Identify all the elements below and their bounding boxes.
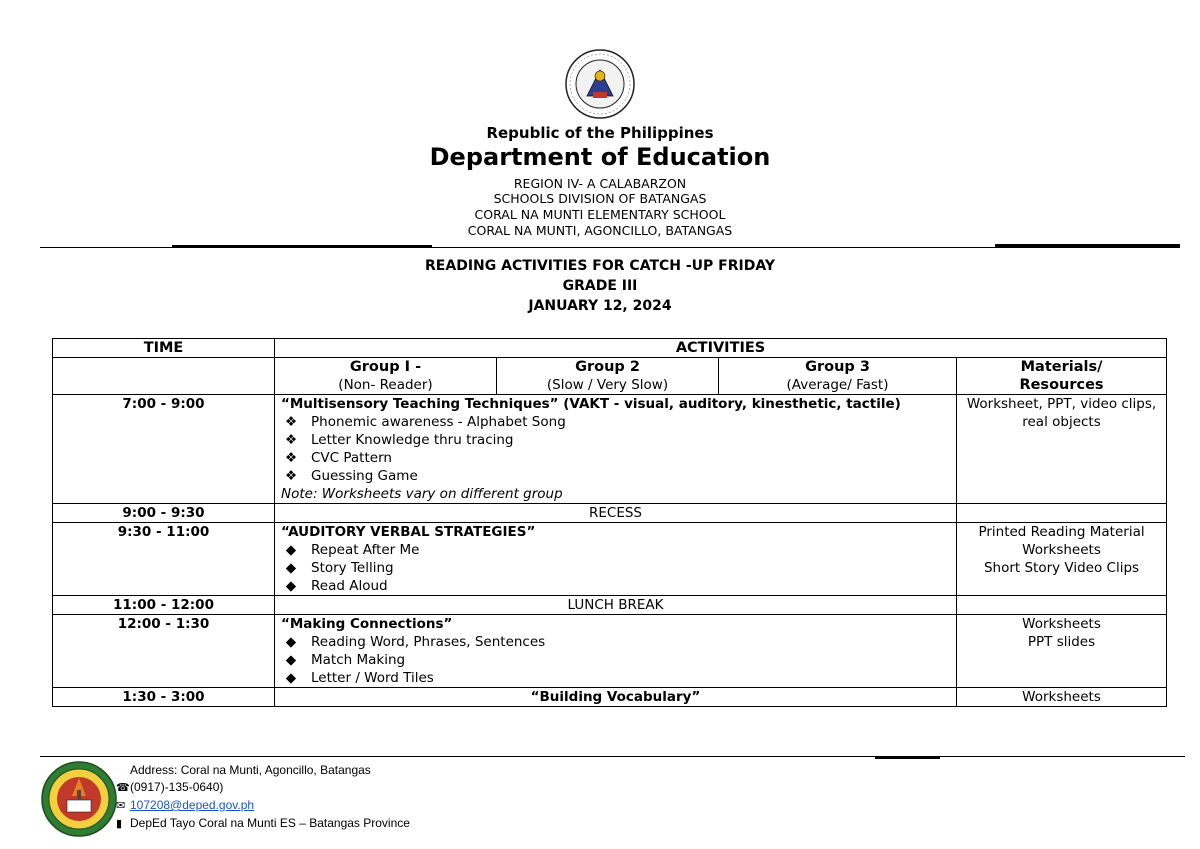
- mail-icon: ✉: [116, 800, 126, 812]
- time-column-header: TIME: [53, 339, 275, 358]
- table-row: [53, 504, 1167, 523]
- diamond-bullet-icon: ❖: [284, 468, 298, 484]
- materials-cell: [957, 504, 1167, 523]
- group1-subtitle: (Non- Reader): [338, 377, 433, 393]
- list-item: ◆ Story Telling: [281, 559, 950, 577]
- footer-divider-accent: [875, 757, 940, 759]
- diamond-bullet-icon: ◆: [285, 542, 297, 558]
- table-header-row: [53, 339, 1167, 358]
- diamond-bullet-icon: ◆: [285, 652, 297, 668]
- activities-column-header: ACTIVITIES: [275, 339, 1167, 358]
- footer-phone: ☎(0917)-135-0640): [116, 779, 410, 797]
- materials-cell: [957, 596, 1167, 615]
- document-date: JANUARY 12, 2024: [528, 298, 672, 314]
- school-address: CORAL NA MUNTI, AGONCILLO, BATANGAS: [467, 223, 733, 238]
- materials-cell: Worksheets: [957, 688, 1167, 707]
- document-title: READING ACTIVITIES FOR CATCH -UP FRIDAY: [425, 258, 775, 274]
- list-item: ◆ Read Aloud: [281, 577, 950, 595]
- list-item: ◆ Reading Word, Phrases, Sentences: [281, 633, 950, 651]
- school-name: CORAL NA MUNTI ELEMENTARY SCHOOL: [474, 207, 726, 222]
- activity-heading: “Multisensory Teaching Techniques” (VAKT - visual, auditory, kinesthetic, tactile): [281, 396, 901, 412]
- activity-note: Note: Worksheets vary on different group: [281, 486, 563, 502]
- footer-email: [116, 797, 410, 815]
- group3-header: [719, 358, 957, 395]
- diamond-bullet-icon: ❖: [284, 414, 298, 430]
- time-cell: 12:00 - 1:30: [53, 615, 275, 688]
- group2-subtitle: (Slow / Very Slow): [546, 377, 669, 393]
- empty-cell: [53, 358, 275, 395]
- group2-header: [497, 358, 719, 395]
- phone-icon: ☎: [116, 782, 130, 794]
- materials-cell: Printed Reading Material Worksheets Short Story Video Clips: [957, 523, 1167, 596]
- division-line: SCHOOLS DIVISION OF BATANGAS: [493, 191, 707, 206]
- republic-line: Republic of the Philippines: [486, 124, 714, 142]
- school-logo-icon: [40, 760, 118, 838]
- list-item: ◆ Match Making: [281, 651, 950, 669]
- group1-title: Group I -: [349, 359, 422, 375]
- materials-cell: Worksheets PPT slides: [957, 615, 1167, 688]
- materials-subtitle: Resources: [1019, 377, 1104, 393]
- header-divider-accent-left: [172, 245, 432, 248]
- activity-cell: [275, 395, 957, 504]
- materials-header: [957, 358, 1167, 395]
- footer-contact: [116, 762, 410, 833]
- list-item: ❖ Letter Knowledge thru tracing: [284, 432, 514, 448]
- list-item: ◆ Repeat After Me: [281, 541, 950, 559]
- table-row: [53, 523, 1167, 596]
- time-cell: 9:30 - 11:00: [53, 523, 275, 596]
- activity-heading: “AUDITORY VERBAL STRATEGIES”: [281, 524, 536, 540]
- break-label: LUNCH BREAK: [275, 596, 957, 615]
- activity-cell: [275, 615, 957, 688]
- activity-list: [281, 541, 950, 595]
- materials-cell: Worksheet, PPT, video clips, real objects: [957, 395, 1167, 504]
- time-cell: 1:30 - 3:00: [53, 688, 275, 707]
- header-divider-accent-right: [995, 244, 1180, 247]
- grade-level: GRADE III: [562, 278, 638, 294]
- diamond-bullet-icon: ❖: [284, 432, 298, 448]
- activity-list: [281, 413, 950, 485]
- materials-title: Materials/: [1020, 359, 1103, 375]
- activity-heading: “Making Connections”: [281, 616, 453, 632]
- time-cell: 11:00 - 12:00: [53, 596, 275, 615]
- diamond-bullet-icon: ◆: [285, 560, 297, 576]
- table-row: [53, 615, 1167, 688]
- deped-seal-icon: [557, 48, 643, 120]
- schedule-table: [52, 338, 1167, 707]
- diamond-bullet-icon: ◆: [285, 578, 297, 594]
- facebook-icon: ▮: [116, 818, 123, 830]
- group-header-row: [53, 358, 1167, 395]
- list-item: ❖ Guessing Game: [284, 468, 418, 484]
- activity-cell: [275, 523, 957, 596]
- region-line: REGION IV- A CALABARZON: [513, 176, 687, 191]
- time-cell: 7:00 - 9:00: [53, 395, 275, 504]
- list-item: ◆ Letter / Word Tiles: [281, 669, 950, 687]
- email-link[interactable]: 107208@deped.gov.ph: [130, 798, 255, 812]
- footer-address: Address: Coral na Munti, Agoncillo, Batangas: [130, 763, 371, 777]
- list-item: ❖ CVC Pattern: [284, 450, 392, 466]
- activity-heading: “Building Vocabulary”: [275, 688, 957, 707]
- break-label: RECESS: [275, 504, 957, 523]
- table-row: [53, 395, 1167, 504]
- table-row: [53, 688, 1167, 707]
- footer-facebook: ▮ DepEd Tayo Coral na Munti ES – Batangas Province: [116, 815, 410, 833]
- footer-divider: [40, 756, 1185, 757]
- department-name: Department of Education: [429, 143, 771, 171]
- activity-list: [281, 633, 950, 687]
- group1-header: [275, 358, 497, 395]
- group3-subtitle: (Average/ Fast): [786, 377, 889, 393]
- diamond-bullet-icon: ◆: [285, 634, 297, 650]
- diamond-bullet-icon: ◆: [285, 670, 297, 686]
- list-item: ❖ Phonemic awareness - Alphabet Song: [284, 414, 566, 430]
- time-cell: 9:00 - 9:30: [53, 504, 275, 523]
- table-row: [53, 596, 1167, 615]
- diamond-bullet-icon: ❖: [284, 450, 298, 466]
- group2-title: Group 2: [575, 359, 640, 375]
- group3-title: Group 3: [805, 359, 870, 375]
